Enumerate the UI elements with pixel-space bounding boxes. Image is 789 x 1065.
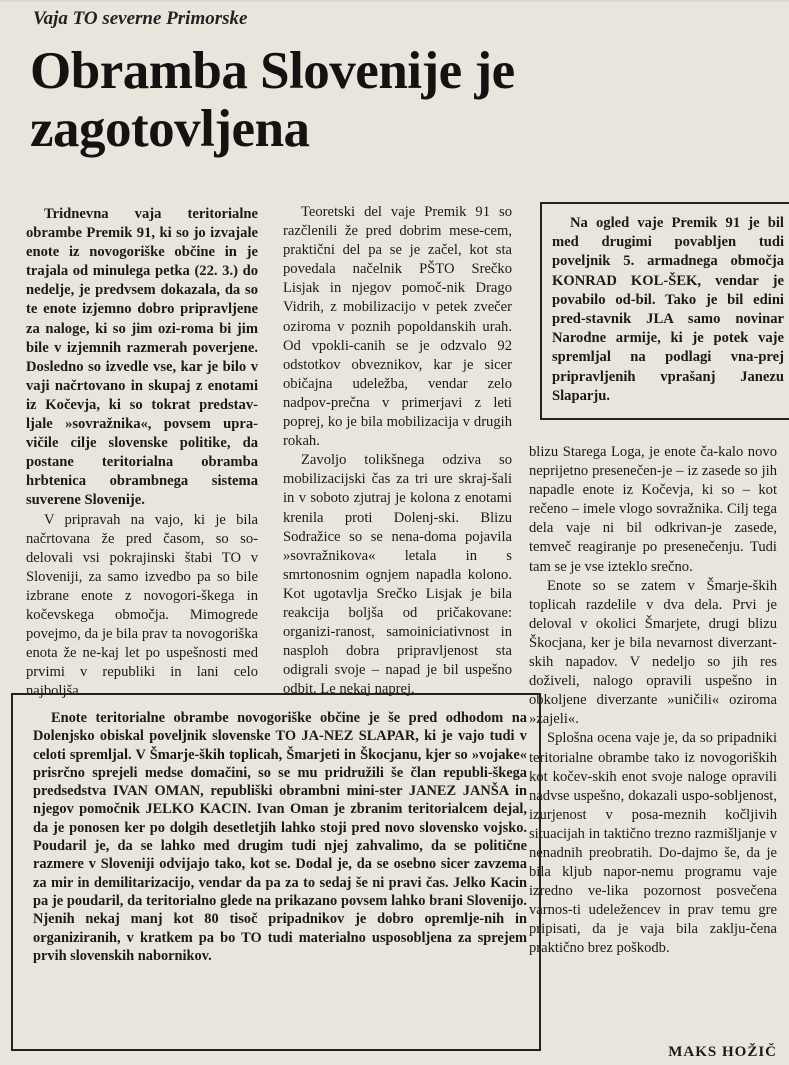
- article-column-1: [26, 205, 258, 701]
- body-paragraph: Teoretski del vaje Premik 91 so razčlenili že pred dobrim mese-cem, praktični del pa se je začel, kot sta povedala načelnik PŠTO Srečko Lisjak in njegov pomoč-nik Drago Vidrih, z mobilizacijo v petek zvečer oziroma v poznih popoldanskih urah. Od vpokli-canih se je odzvalo 92 odstotkov obveznikov, kar je sicer običajna udeležba, vendar zelo nadpov-prečna v primerjavi z leti poprej, ko je bila mobilizacija v drugih rokah.: [283, 204, 512, 450]
- article-column-2: [283, 203, 512, 699]
- article-column-3: [529, 443, 777, 959]
- article-headline: Obramba Slovenije je zagotovljena: [30, 42, 515, 158]
- sidebar-text: Na ogled vaje Premik 91 je bil med drugimi povabljen tudi poveljnik 5. armadnega območja KONRAD KOL-ŠEK, vendar je povabilo od-bil. Tako je bil edini pred-stavnik JLA samo novinar Narodne armije, ki je potek vaje spremljal na podlagi vna-prej pripravljenih vprašanj Janezu Slaparju.: [552, 215, 784, 404]
- body-paragraph: Enote so se zatem v Šmarje-ških toplicah razdelile v dva dela. Prvi je deloval v okolici Šmarjete, drugi blizu Škocjana, ker je bila nevarnost diverzant-skih napadov. V nedeljo so jih res doživeli, nalogo opravili uspešno in obkoljene diverzante »uničili« oziroma »zajeli«.: [529, 577, 777, 728]
- sidebar-box: [540, 202, 789, 420]
- body-paragraph: Zavoljo tolikšnega odziva so mobilizacijski čas za tri ure skraj-šali in v soboto zjutraj je kolona z enotami krenila proti Dolenj-ski. Blizu Sodražice so se nena-doma pojavila »sovražnikova« letala in s smrtonosnim ognjem napadla kolono. Kot ugotavlja Srečko Lisjak je bila reakcija boljša od pričakovane: organizi-ranost, samoiniciativnost in nasploh dobra pripravljenost sta odigrali svoje – napad je bil uspešno odbit. Le nekaj naprej,: [283, 452, 512, 698]
- bottom-box-text: Enote teritorialne obrambe novogoriške občine je še pred odhodom na Dolenjsko obiskal poveljnik slovenske TO JA-NEZ SLAPAR, ki je vajo tudi v celoti spremljal. V Šmarje-ških toplicah, Šmarjeti in Škocjanu, kjer so »vojake« prisrčno sprejeli medse domačini, so se mu pridružili še član republi-škega predsedstva IVAN OMAN, republiški obrambni mini-ster JANEZ JANŠA in njegov pomočnik JELKO KACIN. Ivan Oman je zbranim teritorialcem dejal, da je ponosen ker po dolgih desetletjih lahko stoji pred novo slovensko vojsko. Poudaril je, da se lahko med drugim tudi njej zahvalimo, da se politične razmere v Sloveniji odvijajo tako, kot se. Dodal je, da se osebno sicer zavzema za mir in demilitarizacijo, vendar da pa za to sedaj še ni pravi čas. Jelko Kacin pa je poudaril, da teritorialno glede na prikazano povsem lahko brani Slovenijo. Njenih nekaj manj kot 80 tisoč pripadnikov je dobro opremlje-nih in organiziranih, v kratkem pa bo TO tudi materialno usposobljena za sprejem prvih slovenskih nabornikov.: [33, 710, 527, 964]
- body-paragraph: Splošna ocena vaje je, da so pripadniki teritorialne obrambe tako iz novogoriških kot kočev-skih enot svoje naloge opravili nadvse uspešno, dokazali uspo-sobljenost, izurjenost v posa-meznih kočljivih situacijah in taktično trezno razmišljanje v nenadnih preobratih. Do-dajmo še, da je bila kljub napor-nemu programu vaje izredno ve-lika pozornost posvečena varnos-ti udeležencev in prav temu gre pripisati, da je vaja bila zaklju-čena praktično brez poškodb.: [529, 730, 777, 957]
- bottom-box: [11, 693, 541, 1051]
- byline: MAKS HOŽIČ: [668, 1044, 777, 1060]
- page-edge: [0, 0, 789, 2]
- lead-paragraph: Tridnevna vaja teritorialne obrambe Premik 91, ki so jo izvajale enote iz novogoriške občine in je trajala od minulega petka (22. 3.) do nedelje, je predvsem dokazala, da so te enote izjemno dobro pripravljene za naloge, ki so jim ozi-roma bi jim bile v izjemnih razmerah poverjene. Dosledno so izvedle vse, kar je bilo v vaji načrtovano in skupaj z enotami iz Kočevja, ki so tokrat predstav-ljale »sovražnika«, povsem upra-vičile cilje slovenske politike, da postane teritorialna obramba hrbtenica obrambnega sistema suverene Slovenije.: [26, 206, 258, 509]
- article-kicker: Vaja TO severne Primorske: [33, 8, 248, 29]
- body-paragraph: V pripravah na vajo, ki je bila načrtovana že pred časom, so so-delovali vsi pokrajinski štabi TO v Sloveniji, za samo izvedbo pa so bile izbrane enote z novogori-škega in kočevskega območja. Mimogrede povejmo, da je bila prav ta novogoriška enota že ne-kaj let po uspešnosti med prvimi v republiki in lani celo najboljša.: [26, 511, 258, 700]
- body-paragraph: blizu Starega Loga, je enote ča-kalo novo neprijetno presenečen-je – iz zasede so jih napadle enote iz Kočevja, ki so – kot rečeno – imele vlogo sovražnika. Cilj tega dela vaje ni bil odkrivan-je zasede, temveč reagiranje po presenečenju. Tudi tam se je vse izteklo srečno.: [529, 444, 777, 575]
